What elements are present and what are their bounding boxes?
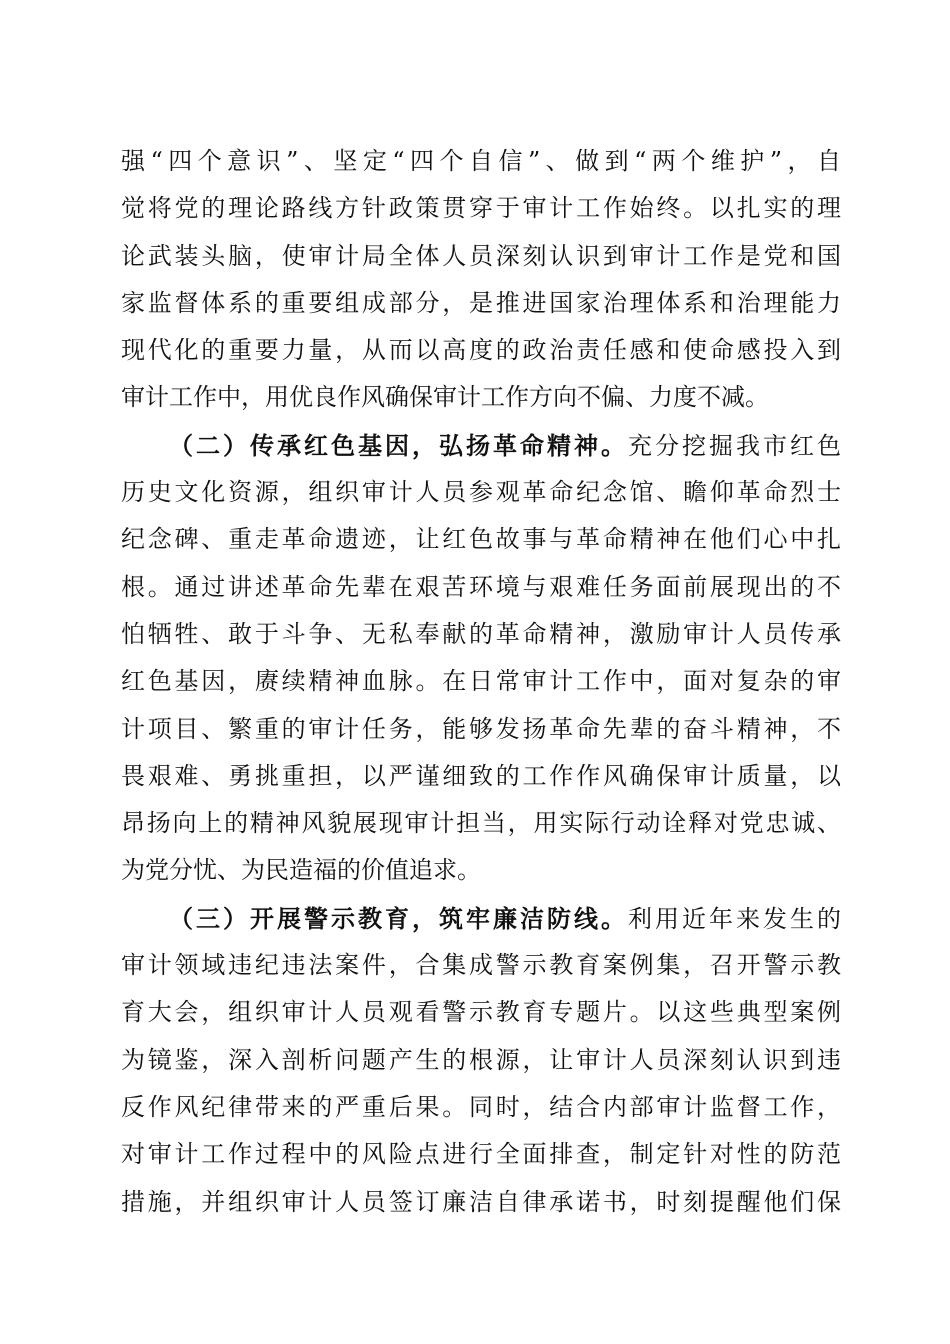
text-line: 育大会，组织审计人员观看警示教育专题片。以这些典型案例 (121, 998, 841, 1027)
text-line: 反作风纪律带来的严重后果。同时，结合内部审计监督工作， (121, 1092, 841, 1121)
section-heading: （三）开展警示教育，筑牢廉洁防线。 (169, 903, 628, 933)
text-line: 措施，并组织审计人员签订廉洁自律承诺书，时刻提醒他们保 (121, 1187, 841, 1216)
paragraph-first-line (121, 422, 841, 469)
text-line: 纪念碑、重走革命遗迹，让红色故事与革命精神在他们心中扎 (121, 525, 841, 554)
text-line: 计项目、繁重的审计任务，能够发扬革命先辈的奋斗精神，不 (121, 714, 841, 743)
body-text (121, 138, 841, 1226)
text-line: 畏艰难、勇挑重担，以严谨细致的工作作风确保审计质量，以 (121, 761, 841, 790)
section-heading: （二）传承红色基因，弘扬革命精神。 (169, 430, 628, 460)
text-line: 家监督体系的重要组成部分，是推进国家治理体系和治理能力 (121, 288, 841, 317)
text-line: 审计领域违纪违法案件，合集成警示教育案例集，召开警示教 (121, 951, 841, 980)
text-line: 审计工作中，用优良作风确保审计工作方向不偏、力度不减。 (121, 383, 769, 412)
text-line: 根。通过讲述革命先辈在艰苦环境与艰难任务面前展现出的不 (121, 572, 841, 601)
paragraph-first-line (121, 895, 841, 942)
text-line: 为党分忧、为民造福的价值追求。 (121, 856, 481, 885)
text-line: 历史文化资源，组织审计人员参观革命纪念馆、瞻仰革命烈士 (121, 478, 841, 507)
text-line: 对审计工作过程中的风险点进行全面排查，制定针对性的防范 (121, 1140, 841, 1169)
text-line: 昂扬向上的精神风貌展现审计担当，用实际行动诠释对党忠诚、 (121, 809, 841, 838)
text-run: 利用近年来发生的 (628, 904, 841, 933)
text-line: 强“四个意识”、坚定“四个自信”、做到“两个维护”，自 (121, 147, 841, 175)
text-line: 现代化的重要力量，从而以高度的政治责任感和使命感投入到 (121, 336, 841, 365)
text-run: 充分挖掘我市红色 (628, 431, 841, 460)
text-line: 红色基因，赓续精神血脉。在日常审计工作中，面对复杂的审 (121, 667, 841, 696)
text-line: 为镜鉴，深入剖析问题产生的根源，让审计人员深刻认识到违 (121, 1045, 841, 1074)
text-line: 论武装头脑，使审计局全体人员深刻认识到审计工作是党和国 (121, 241, 841, 270)
text-line: 怕牺牲、敢于斗争、无私奉献的革命精神，激励审计人员传承 (121, 619, 841, 648)
text-line: 觉将党的理论路线方针政策贯穿于审计工作始终。以扎实的理 (121, 194, 841, 223)
